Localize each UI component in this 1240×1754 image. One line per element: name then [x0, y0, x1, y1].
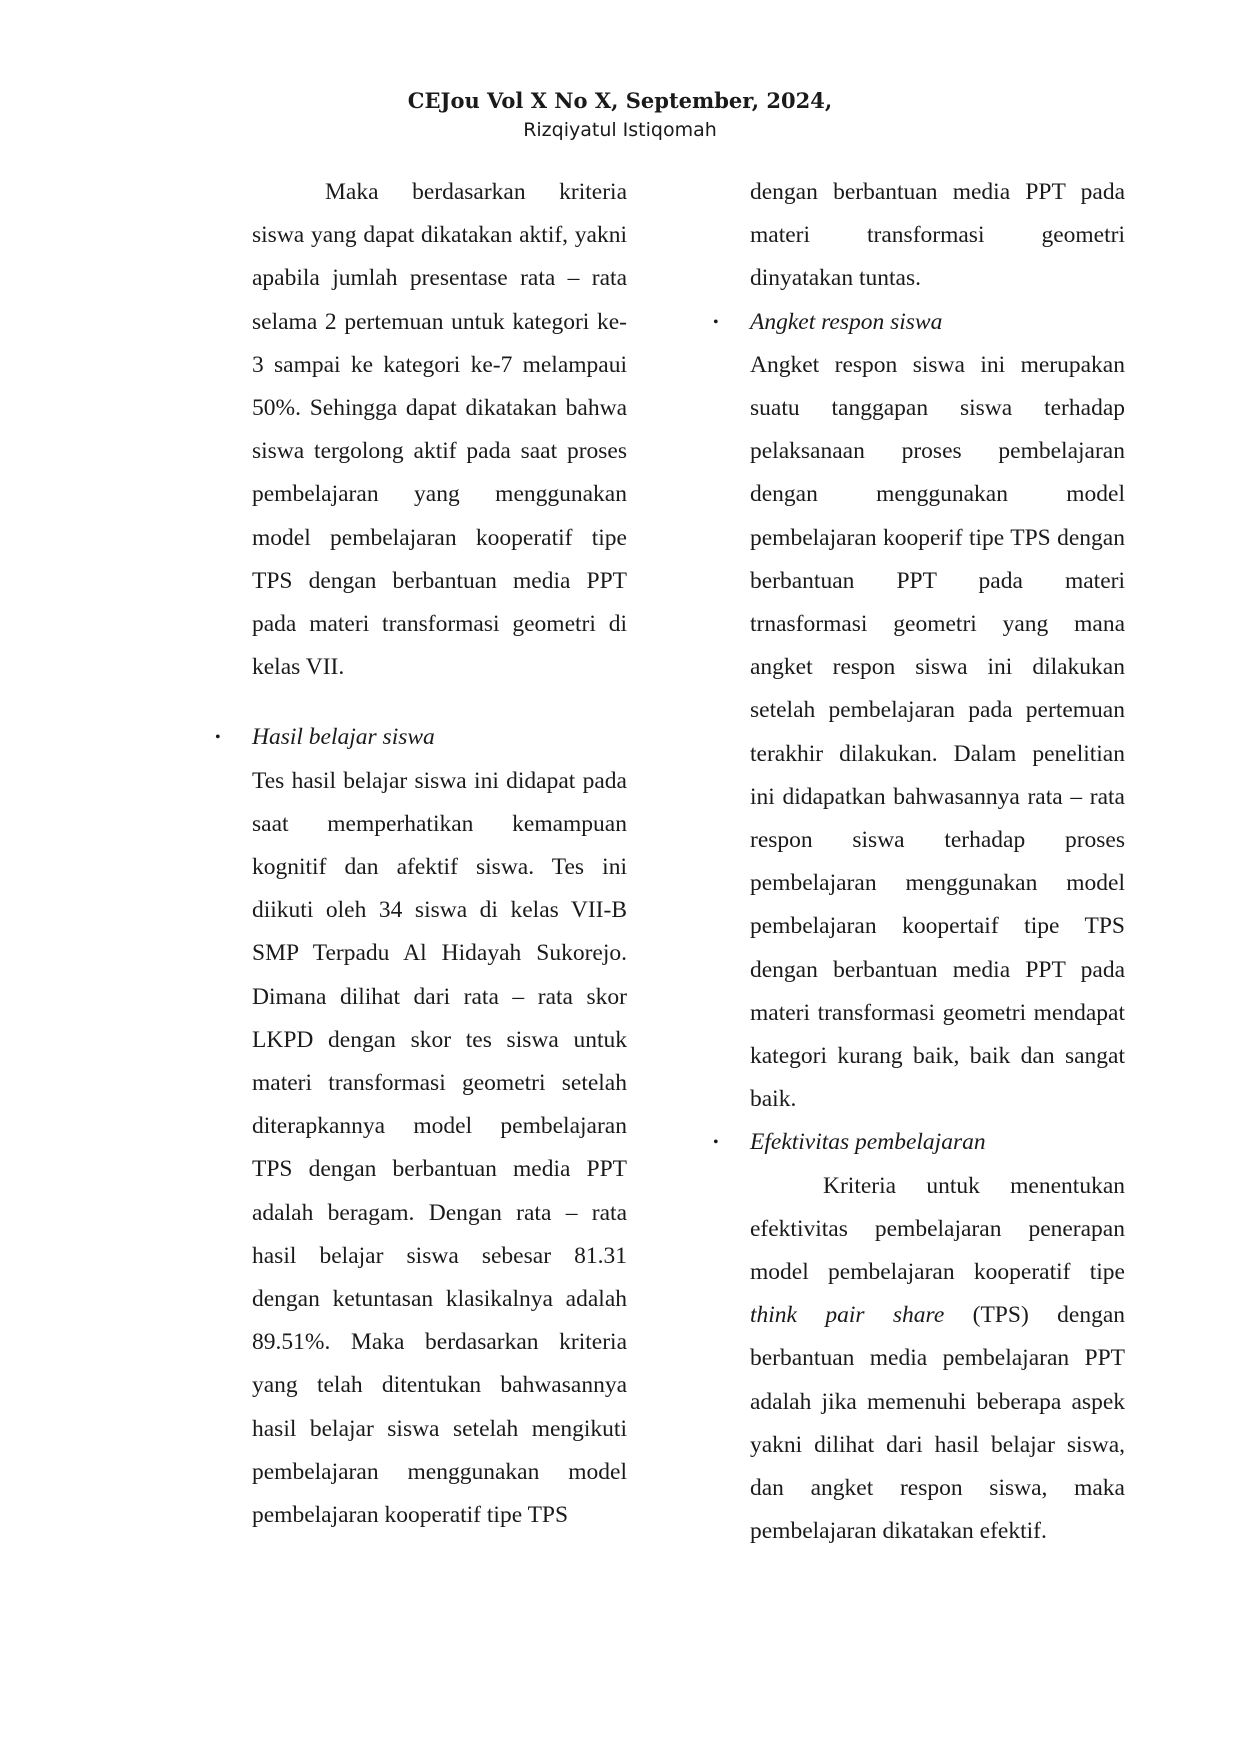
- page-header: [0, 86, 1240, 144]
- intro-paragraph: Maka berdasarkan kriteria siswa yang dapat dikatakan aktif, yakni apabila jumlah presentase rata – rata selama 2 pertemuan untuk kategori ke-3 sampai ke kategori ke-7 melampaui 50%. Sehingga dapat dikatakan bahwa siswa tergolong aktif pada saat proses pembelajaran yang menggunakan model pembelajaran kooperatif tipe TPS dengan berbantuan media PPT pada materi transformasi geometri di kelas VII.: [252, 179, 627, 681]
- section-body: Tes hasil belajar siswa ini didapat pada saat memperhatikan kemampuan kognitif dan afektif siswa. Tes ini diikuti oleh 34 siswa di kelas VII-B SMP Terpadu Al Hidayah Sukorejo. Dimana dilihat dari rata – rata skor LKPD dengan skor tes siswa untuk materi transformasi geometri setelah diterapkannya model pembelajaran TPS dengan berbantuan media PPT adalah beragam. Dengan rata – rata hasil belajar siswa sebesar 81.31 dengan ketuntasan klasikalnya adalah 89.51%. Maka berdasarkan kriteria yang telah ditentukan bahwasannya hasil belajar siswa setelah mengikuti pembelajaran menggunakan model pembelajaran kooperatif tipe TPS: [252, 767, 627, 1529]
- section-hasil-belajar: [215, 716, 627, 1537]
- bullet-icon: •: [713, 313, 719, 331]
- left-column: [215, 171, 627, 1537]
- section-angket-respon: [713, 301, 1125, 1122]
- body-text-italic-term: think pair share: [750, 1302, 945, 1329]
- bullet-icon: •: [713, 1134, 719, 1152]
- author-name: Rizqiyatul Istiqomah: [523, 119, 717, 141]
- section-spacer: [252, 689, 627, 716]
- section-heading: Angket respon siswa: [750, 308, 943, 335]
- body-text-before: Kriteria untuk menentukan efektivitas pembelajaran penerapan model pembelajaran kooperatif tipe: [750, 1172, 1125, 1286]
- section-efektivitas: [713, 1121, 1125, 1553]
- continuation-paragraph: dengan berbantuan media PPT pada materi transformasi geometri dinyatakan tuntas.: [750, 179, 1125, 292]
- section-heading: Hasil belajar siswa: [252, 724, 435, 751]
- body-text-after: (TPS) dengan berbantuan media pembelajaran PPT adalah jika memenuhi beberapa aspek yakni dilihat dari hasil belajar siswa, dan angket respon siswa, maka pembelajaran dikatakan efektif.: [750, 1302, 1125, 1545]
- section-heading: Efektivitas pembelajaran: [750, 1129, 986, 1156]
- section-body: Angket respon siswa ini merupakan suatu tanggapan siswa terhadap pelaksanaan proses pembelajaran dengan menggunakan model pembelajaran kooperif tipe TPS dengan berbantuan PPT pada materi trnasformasi geometri yang mana angket respon siswa ini dilakukan setelah pembelajaran pada pertemuan terakhir dilakukan. Dalam penelitian ini didapatkan bahwasannya rata – rata respon siswa terhadap proses pembelajaran menggunakan model pembelajaran koopertaif tipe TPS dengan berbantuan media PPT pada materi transformasi geometri mendapat kategori kurang baik, baik dan sangat baik.: [750, 351, 1125, 1113]
- right-column: [713, 171, 1125, 1554]
- journal-citation: CEJou Vol X No X, September, 2024,: [407, 88, 833, 113]
- section-body: [750, 1165, 1125, 1554]
- bullet-icon: •: [215, 729, 221, 747]
